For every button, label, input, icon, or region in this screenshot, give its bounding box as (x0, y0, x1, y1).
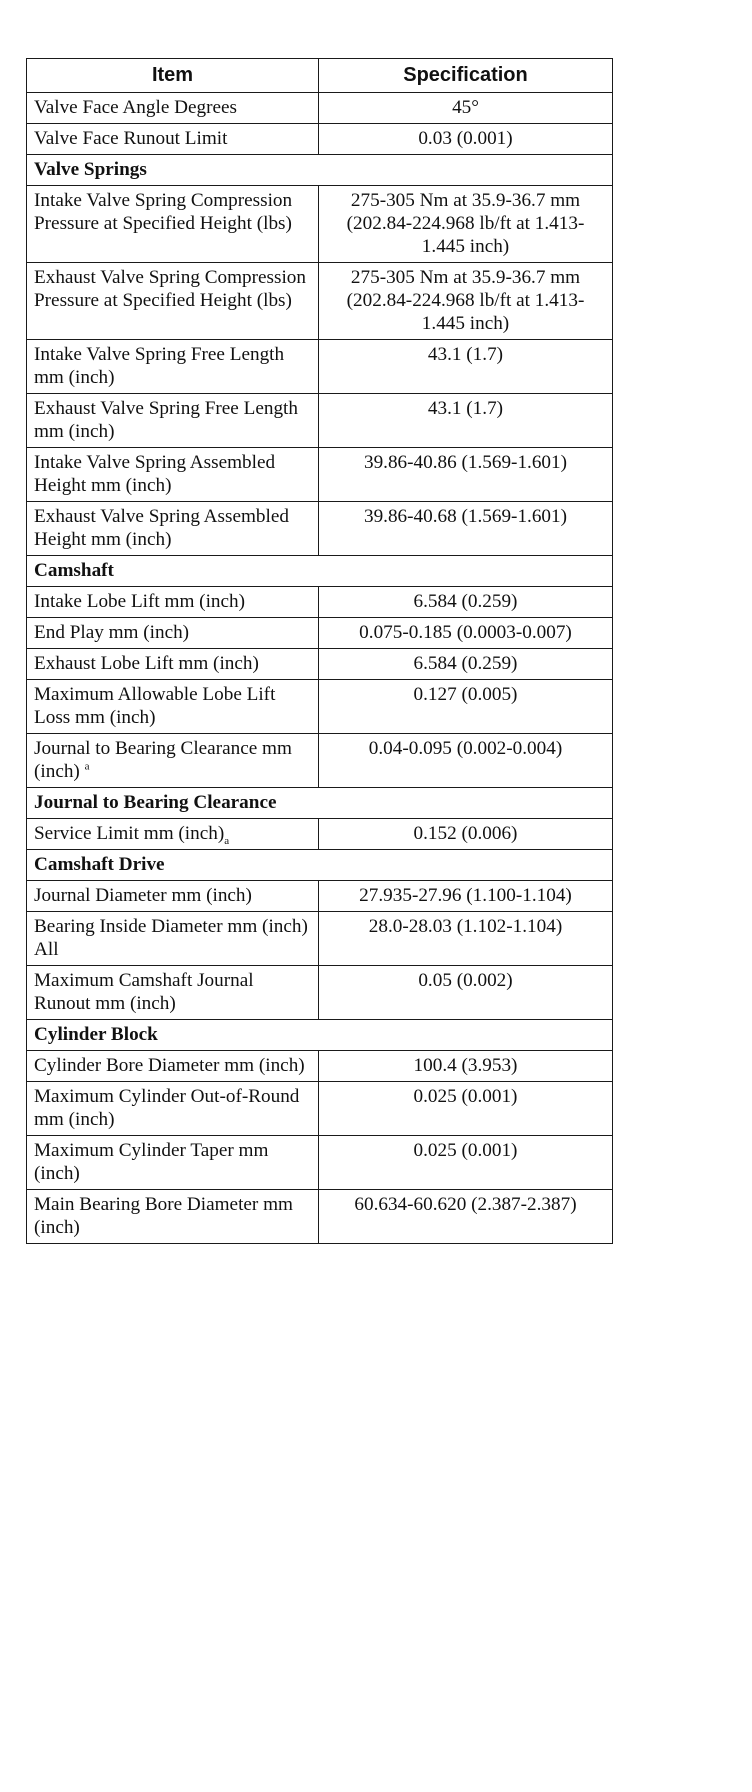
spec-cell: 39.86-40.68 (1.569-1.601) (319, 502, 613, 556)
specification-table (26, 58, 613, 1244)
spec-cell: 0.152 (0.006) (319, 819, 613, 850)
footnote-marker: a (224, 834, 230, 847)
spec-cell: 100.4 (3.953) (319, 1051, 613, 1082)
table-row (27, 819, 613, 850)
section-heading: Camshaft Drive (27, 850, 613, 881)
table-row (27, 1136, 613, 1190)
spec-cell: 275-305 Nm at 35.9-36.7 mm (202.84-224.968 lb/ft at 1.413-1.445 inch) (319, 263, 613, 340)
spec-cell: 45° (319, 93, 613, 124)
table-row (27, 124, 613, 155)
specification-column-header: Specification (319, 59, 613, 93)
table-row (27, 186, 613, 263)
table-row (27, 966, 613, 1020)
table-row (27, 1190, 613, 1244)
section-row (27, 1020, 613, 1051)
table-row (27, 618, 613, 649)
item-text: Service Limit mm (inch) (34, 823, 225, 844)
table-row (27, 1051, 613, 1082)
spec-cell: 0.03 (0.001) (319, 124, 613, 155)
table-row (27, 93, 613, 124)
table-row (27, 881, 613, 912)
section-row (27, 556, 613, 587)
spec-cell: 43.1 (1.7) (319, 340, 613, 394)
item-cell: Valve Face Angle Degrees (27, 93, 319, 124)
section-heading: Camshaft (27, 556, 613, 587)
item-cell: Cylinder Bore Diameter mm (inch) (27, 1051, 319, 1082)
item-cell: Journal Diameter mm (inch) (27, 881, 319, 912)
table-row (27, 448, 613, 502)
item-cell: Intake Valve Spring Free Length mm (inch) (27, 340, 319, 394)
spec-cell: 43.1 (1.7) (319, 394, 613, 448)
item-cell: Exhaust Valve Spring Assembled Height mm (inch) (27, 502, 319, 556)
spec-cell: 28.0-28.03 (1.102-1.104) (319, 912, 613, 966)
section-heading: Valve Springs (27, 155, 613, 186)
section-heading: Cylinder Block (27, 1020, 613, 1051)
item-cell: Maximum Camshaft Journal Runout mm (inch) (27, 966, 319, 1020)
spec-cell: 0.025 (0.001) (319, 1082, 613, 1136)
spec-cell: 27.935-27.96 (1.100-1.104) (319, 881, 613, 912)
item-text: Journal to Bearing Clearance mm (inch) (34, 738, 292, 782)
item-cell: Exhaust Valve Spring Free Length mm (inch) (27, 394, 319, 448)
table-row (27, 649, 613, 680)
item-cell (27, 734, 319, 788)
section-heading: Journal to Bearing Clearance (27, 788, 613, 819)
table-row (27, 912, 613, 966)
section-row (27, 850, 613, 881)
item-column-header: Item (27, 59, 319, 93)
table-row (27, 680, 613, 734)
item-cell: Maximum Cylinder Out-of-Round mm (inch) (27, 1082, 319, 1136)
table-row (27, 502, 613, 556)
item-cell: Valve Face Runout Limit (27, 124, 319, 155)
table-row (27, 394, 613, 448)
item-cell: Main Bearing Bore Diameter mm (inch) (27, 1190, 319, 1244)
spec-cell: 0.075-0.185 (0.0003-0.007) (319, 618, 613, 649)
table-row (27, 734, 613, 788)
spec-cell: 60.634-60.620 (2.387-2.387) (319, 1190, 613, 1244)
table-row (27, 340, 613, 394)
section-row (27, 155, 613, 186)
spec-cell: 0.025 (0.001) (319, 1136, 613, 1190)
item-cell (27, 819, 319, 850)
item-cell: Maximum Cylinder Taper mm (inch) (27, 1136, 319, 1190)
spec-cell: 6.584 (0.259) (319, 587, 613, 618)
spec-cell: 0.127 (0.005) (319, 680, 613, 734)
spec-cell: 0.04-0.095 (0.002-0.004) (319, 734, 613, 788)
spec-cell: 0.05 (0.002) (319, 966, 613, 1020)
spec-cell: 39.86-40.86 (1.569-1.601) (319, 448, 613, 502)
table-row (27, 263, 613, 340)
item-cell: Intake Valve Spring Compression Pressure at Specified Height (lbs) (27, 186, 319, 263)
item-cell: Exhaust Valve Spring Compression Pressure at Specified Height (lbs) (27, 263, 319, 340)
item-cell: Exhaust Lobe Lift mm (inch) (27, 649, 319, 680)
table-row (27, 1082, 613, 1136)
footnote-marker: a (84, 760, 90, 773)
item-cell: Bearing Inside Diameter mm (inch) All (27, 912, 319, 966)
spec-cell: 275-305 Nm at 35.9-36.7 mm (202.84-224.968 lb/ft at 1.413-1.445 inch) (319, 186, 613, 263)
section-row (27, 788, 613, 819)
header-row (27, 59, 613, 93)
item-cell: Maximum Allowable Lobe Lift Loss mm (inch) (27, 680, 319, 734)
spec-cell: 6.584 (0.259) (319, 649, 613, 680)
item-cell: End Play mm (inch) (27, 618, 319, 649)
table-row (27, 587, 613, 618)
item-cell: Intake Lobe Lift mm (inch) (27, 587, 319, 618)
item-cell: Intake Valve Spring Assembled Height mm (inch) (27, 448, 319, 502)
